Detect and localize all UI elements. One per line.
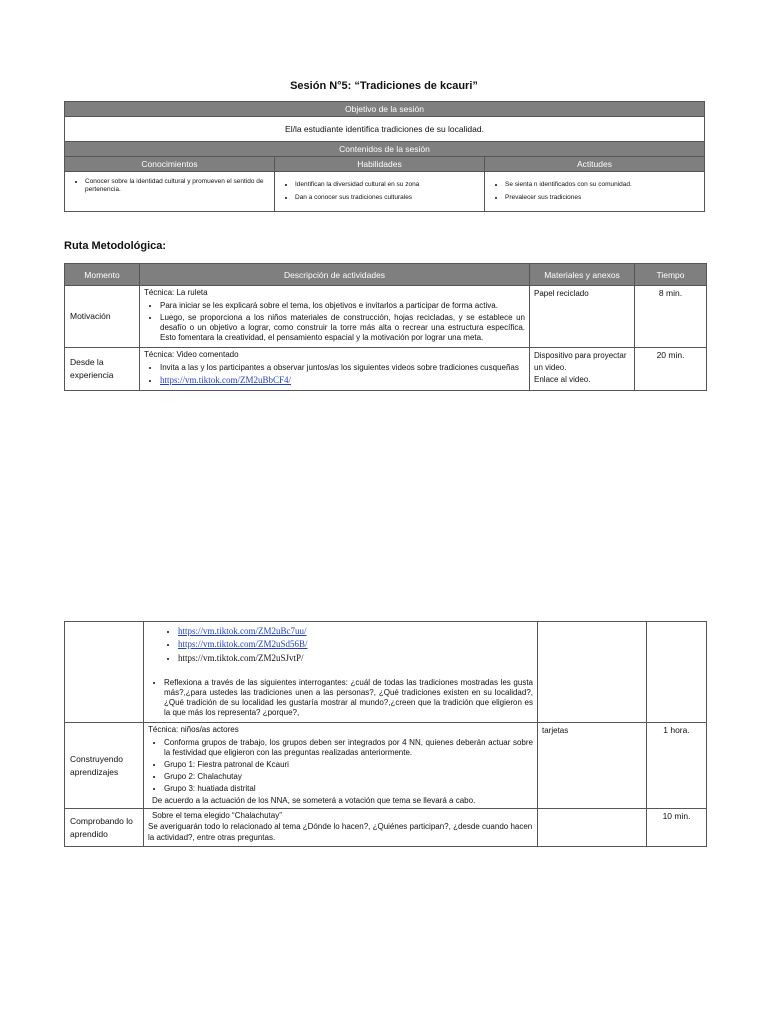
table-row [65, 347, 707, 390]
tiktok-text: https://vm.tiktok.com/ZM2uSJvtP/ [178, 652, 304, 663]
list-item: • Luego, se proporciona a los niños materiales de construcción, hojas recicladas, y se establece un desafío o un objetivo a lograr, como construir la torre más alta o recrear una estructura específica. Esto fomentara la creatividad, el pensamiento espacial y la motivación por lograr una meta. [160, 313, 525, 343]
col-conocimientos: Conocimientos [65, 157, 275, 172]
tiktok-link[interactable]: https://vm.tiktok.com/ZM2uBbCF4/ [160, 374, 292, 385]
tiempo-construyendo: 1 hora. [647, 722, 707, 809]
objetivo-text: El/la estudiante identifica tradiciones de su localidad. [65, 117, 705, 142]
material-item: Dispositivo para proyectar un video. [534, 350, 627, 372]
momento-experiencia: Desde la experiencia [65, 347, 140, 390]
session-title: Sesión N°5: “Tradiciones de kcauri” [290, 80, 478, 92]
tecnica-label: Técnica: Video comentado [144, 349, 239, 359]
tiktok-link[interactable]: https://vm.tiktok.com/ZM2uBc7uu/ [178, 626, 307, 636]
momento-construyendo: Construyendo aprendizajes [65, 722, 144, 809]
materiales-experiencia [530, 347, 635, 390]
list-item: • Conocer sobre la identidad cultural y promueven el sentido de pertenencia. [85, 178, 270, 194]
list-item [178, 653, 533, 664]
table-row [65, 722, 707, 809]
tiempo-empty [647, 622, 707, 723]
desc-experiencia [140, 347, 530, 390]
session-table [64, 101, 705, 212]
momento-motivacion: Motivación [65, 286, 140, 348]
tiempo-experiencia: 20 min. [635, 347, 707, 390]
list-item: • Identifican la diversidad cultural en su zona [295, 181, 480, 189]
hdr-materiales: Materiales y anexos [530, 264, 635, 286]
habilidades-cell [275, 172, 485, 212]
momento-comprobando: Comprobando lo aprendido [65, 809, 144, 846]
list-item: • Grupo 2: Chalachutay [164, 772, 533, 782]
ruta-title: Ruta Metodológica: [64, 240, 167, 252]
col-actitudes: Actitudes [485, 157, 705, 172]
tiktok-link[interactable]: https://vm.tiktok.com/ZM2uSd56B/ [178, 639, 308, 650]
desc-motivacion [140, 286, 530, 348]
desc-continuacion [144, 622, 538, 723]
desc-comprobando [144, 809, 538, 846]
hdr-momento: Momento [65, 264, 140, 286]
momento-empty [65, 622, 144, 723]
table-row [65, 286, 707, 348]
list-item: • Grupo 3: huatiada distrital [164, 784, 533, 794]
list-item: • Se sienta n identificados con su comunidad. [505, 181, 700, 189]
ruta-table-continued [64, 621, 707, 847]
actitudes-cell [485, 172, 705, 212]
table-row [65, 622, 707, 723]
hdr-descripcion: Descripción de actividades [140, 264, 530, 286]
list-item: • Prevalecer sus tradiciones [505, 194, 700, 202]
list-item: • Para iniciar se les explicará sobre el tema, los objetivos e invitarlos a participar de forma activa. [160, 301, 525, 311]
comprobando-text: Se averiguarán todo lo relacionado al tema ¿Dónde lo hacen?, ¿Quiénes participan?, ¿desde cuando hacen la actividad?, entre otras preguntas. [148, 822, 533, 842]
tiempo-motivacion: 8 min. [635, 286, 707, 348]
list-item: • Invita a las y los participantes a observar juntos/as los siguientes videos sobre tradiciones cusqueñas [160, 363, 525, 373]
list-item: • Conforma grupos de trabajo, los grupos deben ser integrados por 4 NN, quienes deberán actuar sobre la festividad que eligieron con las preguntas realizadas anteriormente. [164, 738, 533, 758]
materiales-motivacion: Papel reciclado [530, 286, 635, 348]
tecnica-label: Técnica: niños/as actores [148, 724, 239, 734]
list-item: • Reflexiona a través de las siguientes interrogantes: ¿cuál de todas las tradiciones mostradas les gusta más?,¿para ustedes las tradiciones unen a las personas?, ¿Qué tradiciones existen en su localidad?,¿Qué tradición de su localidad les gustaría mostrar al mundo?,¿creen que la tradición que eligieron es la que más los representa? ¿porque?, [164, 678, 533, 718]
tiempo-comprobando: 10 min. [647, 809, 707, 846]
list-item: • Grupo 1: Fiestra patronal de Kcauri [164, 760, 533, 770]
table-row [65, 809, 707, 846]
materiales-construyendo: tarjetas [538, 722, 647, 809]
contenidos-header: Contenidos de la sesión [65, 142, 705, 157]
list-item: • Dan a conocer sus tradiciones culturales [295, 194, 480, 202]
material-item: Enlace al video. [534, 374, 591, 384]
tema-label: Sobre el tema elegido “Chalachutay” [152, 811, 282, 821]
ruta-table [64, 263, 707, 391]
tecnica-label: Técnica: La ruleta [144, 288, 208, 297]
list-item [178, 626, 533, 637]
conocimientos-cell [65, 172, 275, 212]
list-item [160, 375, 525, 386]
materiales-comprobando [538, 809, 647, 846]
col-habilidades: Habilidades [275, 157, 485, 172]
objetivo-header: Objetivo de la sesión [65, 102, 705, 117]
hdr-tiempo: Tiempo [635, 264, 707, 286]
materiales-empty [538, 622, 647, 723]
desc-construyendo [144, 722, 538, 809]
cierre-text: De acuerdo a la actuación de los NNA, se someterá a votación que tema se llevará a cabo. [152, 795, 476, 805]
list-item [178, 639, 533, 650]
